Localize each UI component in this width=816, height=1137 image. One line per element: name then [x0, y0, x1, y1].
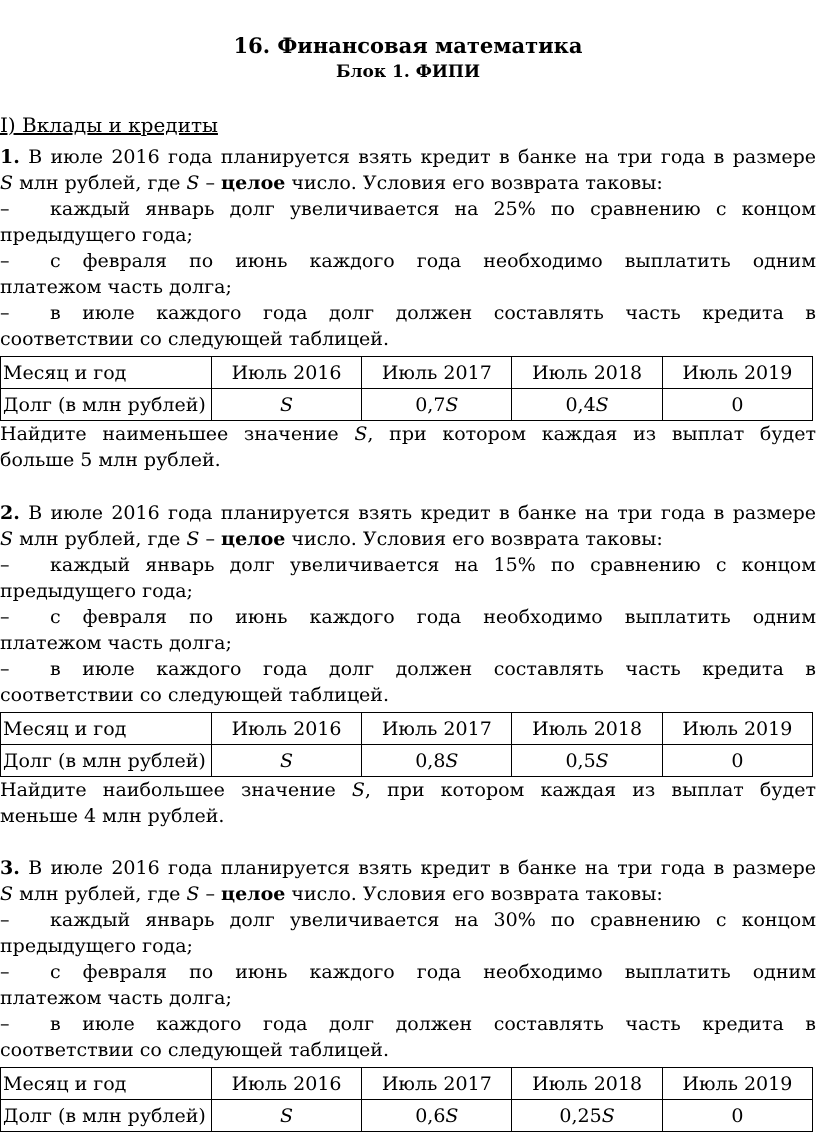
debt-value: 0	[662, 1100, 812, 1132]
table-row	[1, 1068, 813, 1100]
condition-line: – с февраля по июнь каждого года необходимо выплатить одним	[0, 606, 816, 628]
task-intro-line: S млн рублей, где S – целое число. Условия его возврата таковы:	[0, 883, 663, 905]
task-number: 2.	[0, 502, 20, 524]
condition-line: – каждый январь долг увеличивается на 15% по сравнению с концом	[0, 554, 816, 576]
table-header-cell: Месяц и год	[1, 1068, 212, 1100]
condition-line: соответствии со следующей таблицей.	[0, 684, 389, 706]
debt-table	[0, 356, 813, 421]
row-label: Долг (в млн рублей)	[1, 745, 212, 777]
condition-line: – каждый январь долг увеличивается на 25% по сравнению с концом	[0, 198, 816, 220]
table-row	[1, 713, 813, 745]
table-header-cell: Июль 2016	[211, 1068, 361, 1100]
condition-line: предыдущего года;	[0, 935, 193, 957]
debt-value: S	[211, 389, 361, 421]
condition-line: – с февраля по июнь каждого года необходимо выплатить одним	[0, 250, 816, 272]
debt-table	[0, 712, 813, 777]
condition-line: соответствии со следующей таблицей.	[0, 328, 389, 350]
condition-line: платежом часть долга;	[0, 987, 232, 1009]
table-header-cell: Июль 2017	[362, 713, 512, 745]
debt-value: 0,6S	[362, 1100, 512, 1132]
condition-line: платежом часть долга;	[0, 276, 232, 298]
task-intro-line: S млн рублей, где S – целое число. Условия его возврата таковы:	[0, 528, 663, 550]
debt-value: 0,5S	[512, 745, 662, 777]
task-number: 3.	[0, 857, 20, 879]
table-header-cell: Июль 2016	[211, 713, 361, 745]
task-intro-line: S млн рублей, где S – целое число. Условия его возврата таковы:	[0, 172, 663, 194]
condition-line: – с февраля по июнь каждого года необходимо выплатить одним	[0, 961, 816, 983]
row-label: Долг (в млн рублей)	[1, 1100, 212, 1132]
task-intro-line: 2. В июле 2016 года планируется взять кредит в банке на три года в размере	[0, 502, 816, 524]
table-header-cell: Июль 2019	[662, 1068, 812, 1100]
table-header-cell: Месяц и год	[1, 357, 212, 389]
table-header-cell: Июль 2017	[362, 357, 512, 389]
task-intro-line: 1. В июле 2016 года планируется взять кредит в банке на три года в размере	[0, 146, 816, 168]
row-label: Долг (в млн рублей)	[1, 389, 212, 421]
condition-line: соответствии со следующей таблицей.	[0, 1039, 389, 1061]
debt-value: 0,25S	[512, 1100, 662, 1132]
table-header-cell: Июль 2017	[362, 1068, 512, 1100]
debt-value: 0	[662, 745, 812, 777]
table-row	[1, 357, 813, 389]
table-header-cell: Июль 2018	[512, 1068, 662, 1100]
task-3	[0, 855, 816, 1132]
table-header-cell: Июль 2019	[662, 713, 812, 745]
question-line: Найдите наибольшее значение S, при котором каждая из выплат будет	[0, 779, 816, 801]
table-header-cell: Июль 2019	[662, 357, 812, 389]
condition-line: – в июле каждого года долг должен составлять часть кредита в	[0, 658, 816, 680]
table-row	[1, 745, 813, 777]
page-title: 16. Финансовая математика	[233, 33, 583, 58]
condition-line: предыдущего года;	[0, 224, 193, 246]
table-header-cell: Июль 2016	[211, 357, 361, 389]
condition-line: платежом часть долга;	[0, 632, 232, 654]
table-header-cell: Июль 2018	[512, 713, 662, 745]
debt-value: S	[211, 1100, 361, 1132]
page-subtitle: Блок 1. ФИПИ	[335, 62, 481, 82]
debt-value: S	[211, 745, 361, 777]
condition-line: предыдущего года;	[0, 580, 193, 602]
table-header-cell: Июль 2018	[512, 357, 662, 389]
task-2	[0, 500, 816, 829]
condition-line: – в июле каждого года долг должен составлять часть кредита в	[0, 1013, 816, 1035]
table-header-cell: Месяц и год	[1, 713, 212, 745]
question-line: меньше 4 млн рублей.	[0, 805, 225, 827]
condition-line: – в июле каждого года долг должен составлять часть кредита в	[0, 302, 816, 324]
debt-value: 0,7S	[362, 389, 512, 421]
question-line: больше 5 млн рублей.	[0, 449, 221, 471]
condition-line: – каждый январь долг увеличивается на 30% по сравнению с концом	[0, 909, 816, 931]
task-1	[0, 144, 816, 473]
task-intro-line: 3. В июле 2016 года планируется взять кредит в банке на три года в размере	[0, 857, 816, 879]
section-heading: I) Вклады и кредиты	[0, 113, 218, 137]
table-row	[1, 1100, 813, 1132]
table-row	[1, 389, 813, 421]
debt-value: 0,8S	[362, 745, 512, 777]
task-number: 1.	[0, 146, 20, 168]
debt-value: 0,4S	[512, 389, 662, 421]
debt-value: 0	[662, 389, 812, 421]
debt-table	[0, 1067, 813, 1132]
question-line: Найдите наименьшее значение S, при котором каждая из выплат будет	[0, 423, 816, 445]
